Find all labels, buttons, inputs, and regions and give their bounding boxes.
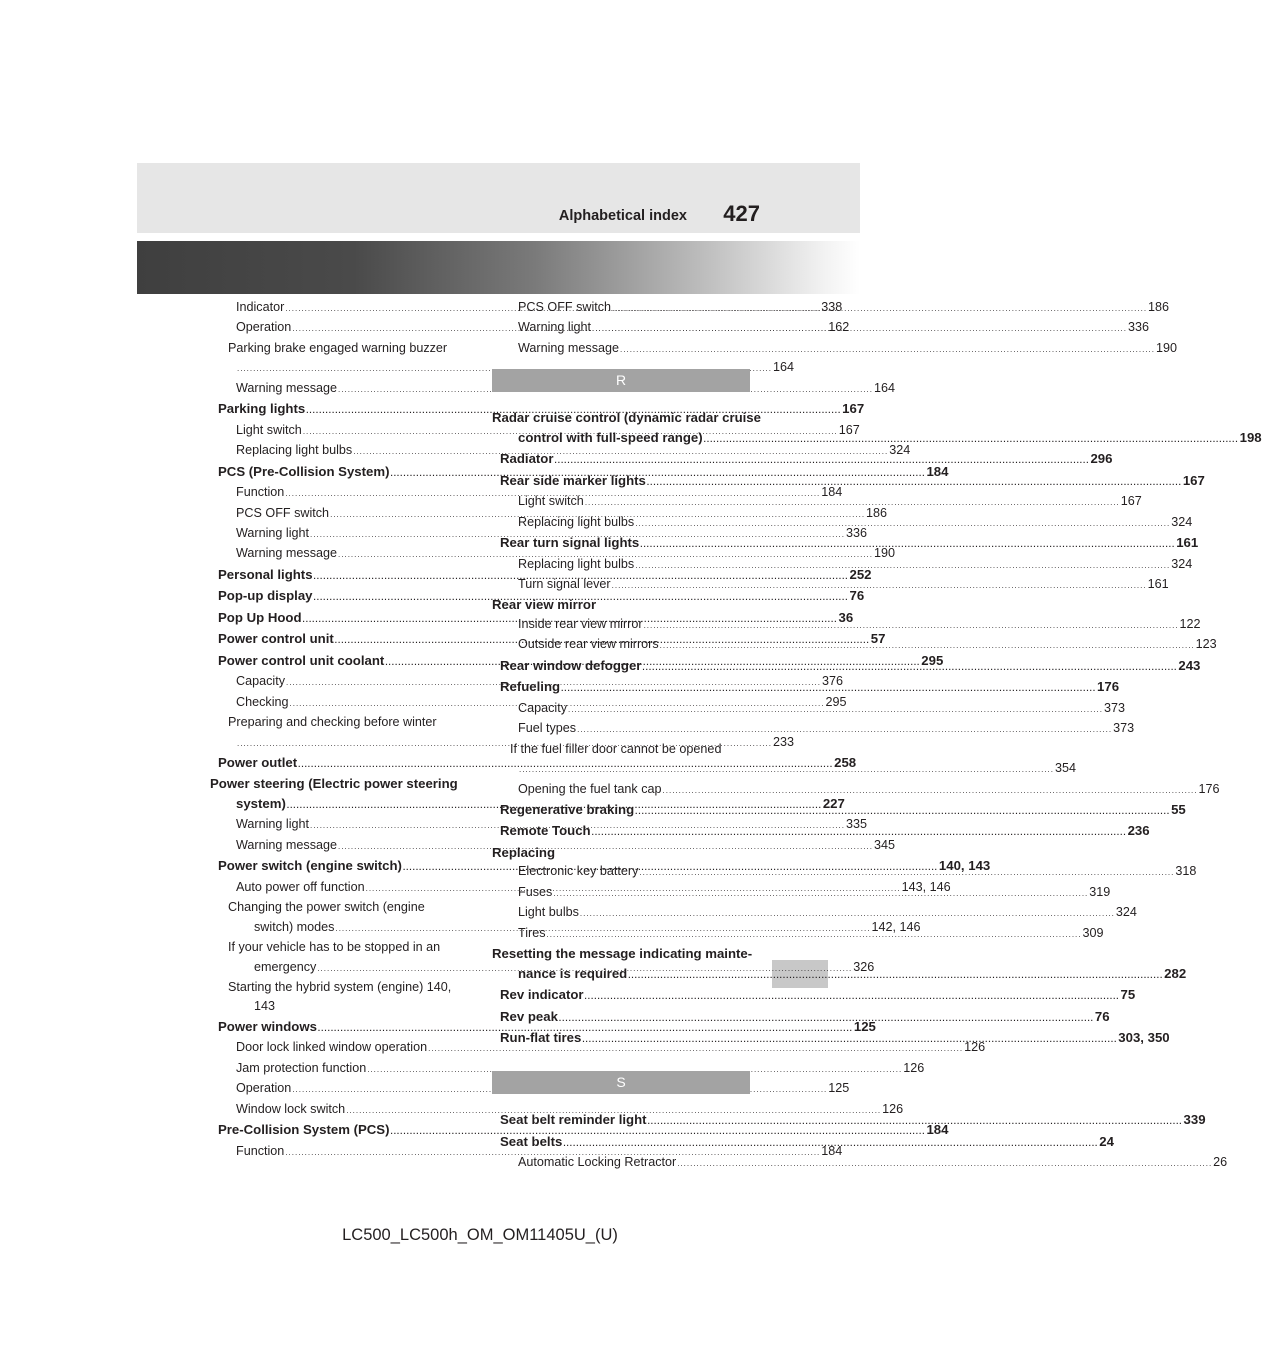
dot-leader	[663, 781, 1198, 800]
entry-page: 252	[849, 566, 872, 582]
entry-text: Parking lights	[218, 401, 306, 417]
document-footer: LC500_LC500h_OM_OM11405U_(U)	[342, 1226, 618, 1244]
entry-page: 295	[921, 652, 944, 668]
entry-page: 36	[838, 609, 854, 625]
entry-page: 184	[821, 1143, 843, 1158]
entry-page: 122	[1179, 616, 1201, 631]
entry-text-cont: emergency	[254, 959, 317, 974]
index-subentry[interactable]	[492, 719, 1135, 739]
entry-text: Light switch	[518, 494, 584, 509]
entry-text: Preparing and checking before winter	[228, 715, 437, 730]
entry-text: Warning message	[236, 380, 338, 395]
entry-page: 303, 350	[1118, 1029, 1170, 1045]
entry-page: 324	[1171, 514, 1193, 529]
entry-page: 126	[964, 1040, 986, 1055]
index-entry[interactable]	[492, 595, 750, 614]
entry-page: 167	[838, 422, 860, 437]
entry-text: Power control unit coolant	[218, 652, 385, 668]
header-gradient-band	[137, 241, 860, 294]
entry-text-cont: switch) modes	[254, 919, 335, 934]
entry-text: Seat belts	[500, 1133, 563, 1149]
entry-page: 143, 146	[901, 879, 951, 894]
entry-page: 126	[882, 1101, 904, 1116]
entry-page: 296	[1090, 451, 1113, 467]
entry-page: 26	[1213, 1155, 1228, 1170]
entry-page: 142, 146	[871, 919, 921, 934]
entry-text-cont: control with full-speed range)	[518, 429, 703, 445]
entry-page: 336	[1128, 320, 1150, 335]
entry-text: Operation	[236, 1081, 292, 1096]
entry-page: 324	[1171, 556, 1193, 571]
entry-text: Run-flat tires	[500, 1029, 582, 1045]
entry-page: 339	[1183, 1112, 1206, 1128]
entry-page: 161	[1176, 535, 1199, 551]
dot-leader	[592, 823, 1127, 842]
entry-page: 161	[1147, 576, 1169, 591]
dot-leader	[561, 679, 1096, 698]
index-subentry[interactable]	[492, 780, 1220, 800]
entry-page: 190	[874, 546, 896, 561]
entry-text: Turn signal lever	[518, 576, 611, 591]
entry-text: Fuses	[518, 884, 553, 899]
entry-page: 140, 143	[938, 858, 991, 874]
entry-page: 184	[926, 1122, 949, 1138]
entry-page: 295	[825, 694, 847, 709]
entry-page: 55	[1171, 801, 1186, 817]
dot-leader	[563, 1134, 1098, 1153]
entry-text: Warning light	[518, 320, 592, 335]
entry-page: 282	[1164, 965, 1187, 981]
index-entry[interactable]	[492, 843, 750, 862]
entry-text: Opening the fuel tank cap	[518, 781, 662, 796]
entry-text: Rev indicator	[500, 987, 584, 1003]
entry-text: Rear turn signal lights	[500, 535, 640, 551]
entry-text: Jam protection function	[236, 1060, 367, 1075]
entry-page: 125	[828, 1081, 850, 1096]
dot-leader	[612, 299, 1147, 318]
entry-text: Replacing light bulbs	[518, 556, 635, 571]
entry-text: Operation	[236, 320, 292, 335]
index-subentry[interactable]	[210, 1079, 850, 1099]
entry-page: 258	[834, 754, 857, 770]
entry-text: Rear view mirror	[492, 597, 597, 613]
entry-page: 126	[903, 1060, 925, 1075]
entry-page: 318	[1175, 864, 1197, 879]
entry-text: Light switch	[236, 422, 302, 437]
entry-text: Checking	[236, 694, 289, 709]
entry-text: Pre-Collision System (PCS)	[218, 1122, 390, 1138]
entry-text: Warning message	[518, 340, 620, 355]
entry-page: 186	[866, 505, 888, 520]
index-subentry[interactable]	[210, 1059, 925, 1079]
entry-text-cont: 143	[254, 999, 276, 1014]
dot-leader	[660, 636, 1195, 655]
entry-text: Power control unit	[218, 631, 334, 647]
dot-leader	[677, 1154, 1212, 1173]
entry-page: 376	[821, 674, 843, 689]
entry-page: 123	[1195, 637, 1217, 652]
entry-page: 326	[853, 959, 875, 974]
entry-text: Door lock linked window operation	[236, 1040, 428, 1055]
dot-leader	[519, 760, 1054, 779]
entry-text: Tires	[518, 925, 546, 940]
entry-text: Warning message	[236, 546, 338, 561]
entry-page: 243	[1178, 657, 1201, 673]
entry-text: Rev peak	[500, 1008, 558, 1024]
entry-text: Refueling	[500, 679, 561, 695]
entry-page: 176	[1097, 679, 1120, 695]
entry-text: PCS OFF switch	[236, 505, 330, 520]
dot-leader	[704, 430, 1239, 449]
entry-page: 236	[1127, 823, 1150, 839]
entry-text: Auto power off function	[236, 879, 365, 894]
entry-text: Electronic key battery	[518, 864, 639, 879]
entry-page: 76	[849, 588, 865, 604]
entry-text: If your vehicle has to be stopped in an	[228, 940, 441, 955]
index-subentry[interactable]	[492, 903, 1137, 923]
dot-leader	[640, 535, 1175, 554]
entry-text: Power switch (engine switch)	[218, 858, 402, 874]
entry-page: 176	[1198, 781, 1220, 796]
dot-leader	[635, 514, 1170, 533]
entry-page: 186	[1148, 300, 1170, 314]
entry-page: 167	[1120, 494, 1142, 509]
entry-text: Remote Touch	[500, 823, 591, 839]
entry-text: Outside rear view mirrors	[518, 637, 659, 652]
entry-text: PCS OFF switch	[518, 300, 612, 314]
entry-page: 373	[1103, 700, 1125, 715]
dot-leader	[644, 616, 1179, 635]
entry-text: Resetting the message indicating mainte-	[492, 946, 753, 962]
entry-text: Radiator	[500, 451, 554, 467]
entry-text: Seat belt reminder light	[500, 1112, 647, 1128]
index-subentry[interactable]	[492, 575, 1169, 595]
dot-leader	[585, 493, 1120, 512]
entry-page: 354	[1054, 761, 1076, 776]
dot-leader	[553, 884, 1088, 903]
entry-text: Pop Up Hood	[218, 609, 302, 625]
entry-page: 319	[1089, 884, 1111, 899]
dot-leader	[635, 556, 1170, 575]
entry-text: Parking brake engaged warning buzzer	[228, 340, 448, 355]
entry-text: Changing the power switch (engine	[228, 900, 425, 915]
index-entry[interactable]	[210, 753, 857, 774]
entry-text: Power steering (Electric power steering	[210, 776, 458, 792]
entry-text: Replacing light bulbs	[518, 514, 635, 529]
entry-page: 57	[870, 631, 886, 647]
entry-text: Automatic Locking Retractor	[518, 1155, 677, 1170]
entry-page: 125	[853, 1018, 876, 1034]
entry-text: Warning light	[236, 817, 310, 832]
dot-leader	[580, 904, 1115, 923]
entry-page: 162	[828, 320, 850, 335]
entry-text: Window lock switch	[236, 1101, 346, 1116]
index-entry[interactable]	[492, 985, 1136, 1006]
index-subentry[interactable]	[210, 379, 896, 399]
entry-page: 338	[821, 300, 843, 314]
entry-page: 24	[1099, 1133, 1114, 1149]
entry-page: 227	[822, 795, 845, 811]
entry-text-cont: system)	[236, 795, 286, 811]
index-subentry[interactable]	[210, 1038, 986, 1058]
entry-page: 345	[874, 837, 896, 852]
dot-leader	[639, 863, 1174, 882]
entry-text: Rear side marker lights	[500, 472, 646, 488]
header-title: Alphabetical index	[558, 208, 687, 224]
entry-text: Warning light	[236, 525, 310, 540]
entry-text: Replacing	[492, 844, 556, 860]
entry-text: Replacing light bulbs	[236, 443, 353, 458]
entry-text: Capacity	[518, 700, 567, 715]
entry-text-cont: nance is required	[518, 965, 628, 981]
entry-text: Indicator	[236, 300, 285, 314]
entry-page: 335	[846, 817, 868, 832]
dot-leader	[582, 1030, 1117, 1049]
entry-page: 324	[889, 443, 911, 458]
dot-leader	[612, 576, 1147, 595]
entry-page: 167	[842, 401, 865, 417]
page-number: 427	[723, 201, 760, 226]
entry-text: Function	[236, 485, 285, 500]
entry-page: 233	[772, 734, 794, 749]
dot-leader	[568, 700, 1103, 719]
entry-text: Rear window defogger	[500, 657, 642, 673]
dot-leader	[555, 451, 1090, 470]
entry-text: Radar cruise control (dynamic radar cruise	[492, 410, 761, 426]
dot-leader	[592, 319, 1127, 338]
entry-text: PCS (Pre-Collision System)	[218, 463, 390, 479]
entry-page: 336	[846, 525, 868, 540]
entry-text: Fuel types	[518, 721, 577, 736]
entry-text: If the fuel filler door cannot be opened	[510, 741, 722, 756]
index-subentry[interactable]	[210, 978, 468, 1017]
dot-leader	[585, 987, 1120, 1006]
entry-page: 198	[1239, 429, 1262, 445]
entry-text: Capacity	[236, 674, 285, 689]
index-subentry[interactable]	[492, 339, 1178, 359]
dot-leader	[642, 658, 1177, 677]
entry-page: 184	[926, 463, 949, 479]
dot-leader	[559, 1009, 1094, 1028]
entry-text: Regenerative braking	[500, 801, 635, 817]
dot-leader	[547, 925, 1082, 944]
section-header-s: S	[492, 1071, 750, 1094]
entry-page: 167	[1182, 472, 1205, 488]
dot-leader	[635, 802, 1170, 821]
entry-page: 164	[874, 380, 896, 395]
entry-page: 164	[772, 360, 794, 375]
entry-text: Inside rear view mirror	[518, 616, 643, 631]
entry-page: 184	[821, 485, 843, 500]
dot-leader	[647, 473, 1182, 492]
entry-text: Warning message	[236, 837, 338, 852]
dot-leader	[577, 720, 1112, 739]
entry-text: Light bulbs	[518, 905, 579, 920]
entry-page: 373	[1113, 721, 1135, 736]
entry-text: Power outlet	[218, 754, 298, 770]
dot-leader	[628, 966, 1163, 985]
entry-page: 75	[1120, 987, 1136, 1003]
entry-page: 324	[1115, 905, 1137, 920]
dot-leader	[648, 1112, 1183, 1131]
entry-page: 190	[1156, 340, 1178, 355]
entry-text: Power windows	[218, 1018, 317, 1034]
entry-text: Starting the hybrid system (engine) 140,	[228, 979, 452, 994]
section-header-r: R	[492, 369, 750, 392]
entry-text: Personal lights	[218, 566, 313, 582]
index-subentry[interactable]	[492, 1153, 1228, 1173]
entry-text: Function	[236, 1143, 285, 1158]
index-subentry[interactable]	[210, 1142, 843, 1162]
entry-text: Pop-up display	[218, 588, 313, 604]
entry-page: 309	[1082, 925, 1104, 940]
dot-leader	[620, 340, 1155, 359]
entry-page: 76	[1094, 1008, 1110, 1024]
page-header	[137, 163, 860, 233]
